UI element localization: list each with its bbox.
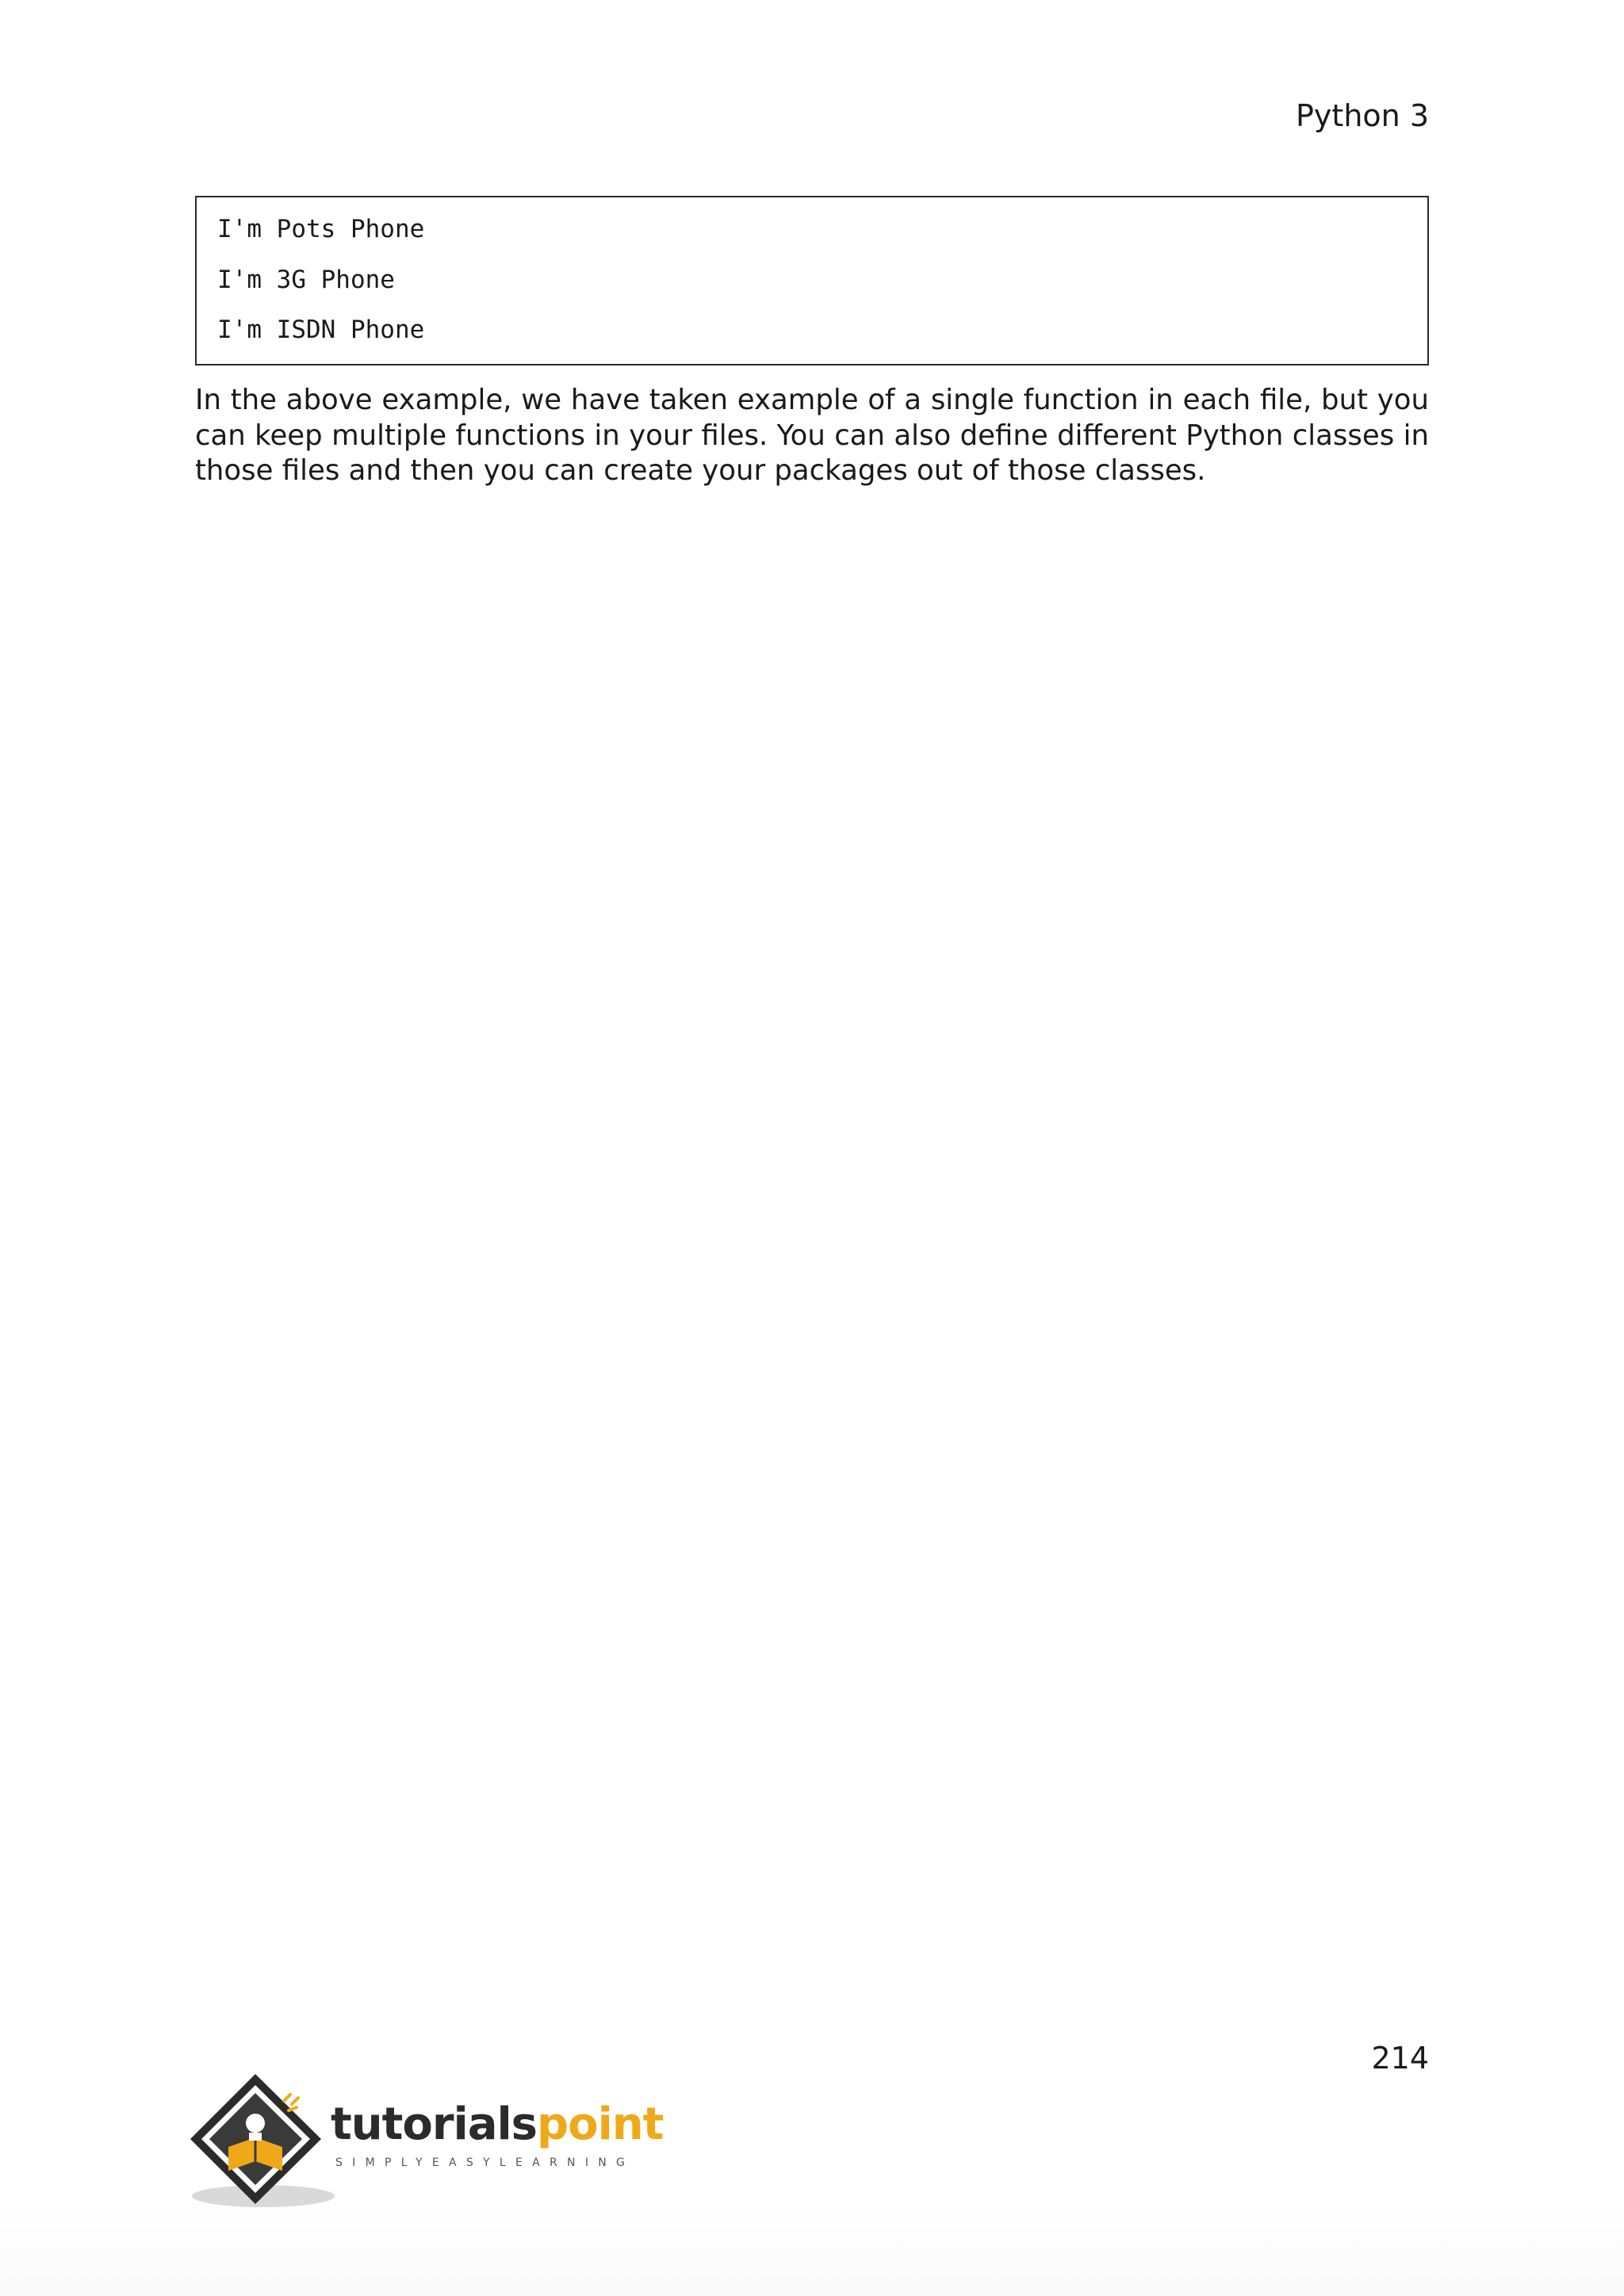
running-header: Python 3	[1296, 98, 1429, 133]
code-line: I'm 3G Phone	[217, 265, 395, 294]
tutorialspoint-logo	[190, 2069, 664, 2212]
logo-word-part1: tutorials	[331, 2099, 538, 2150]
logo-diamond-icon	[190, 2069, 341, 2212]
page-bottom-shade	[0, 2201, 1624, 2296]
logo-tagline: SIMPLYEASYLEARNING	[335, 2156, 635, 2169]
code-line: I'm Pots Phone	[217, 215, 425, 243]
body-paragraph: In the above example, we have taken example of a single function in each file, but you can keep multiple functions in your files. You can also define different Python classes in those files and then you can create your packages out of those classes.	[195, 384, 1429, 487]
code-output-box	[195, 196, 1429, 365]
logo-wordmark	[331, 2101, 663, 2149]
logo-word-part2: point	[537, 2099, 664, 2150]
code-line: I'm ISDN Phone	[217, 316, 425, 344]
page-number: 214	[1371, 2041, 1429, 2076]
